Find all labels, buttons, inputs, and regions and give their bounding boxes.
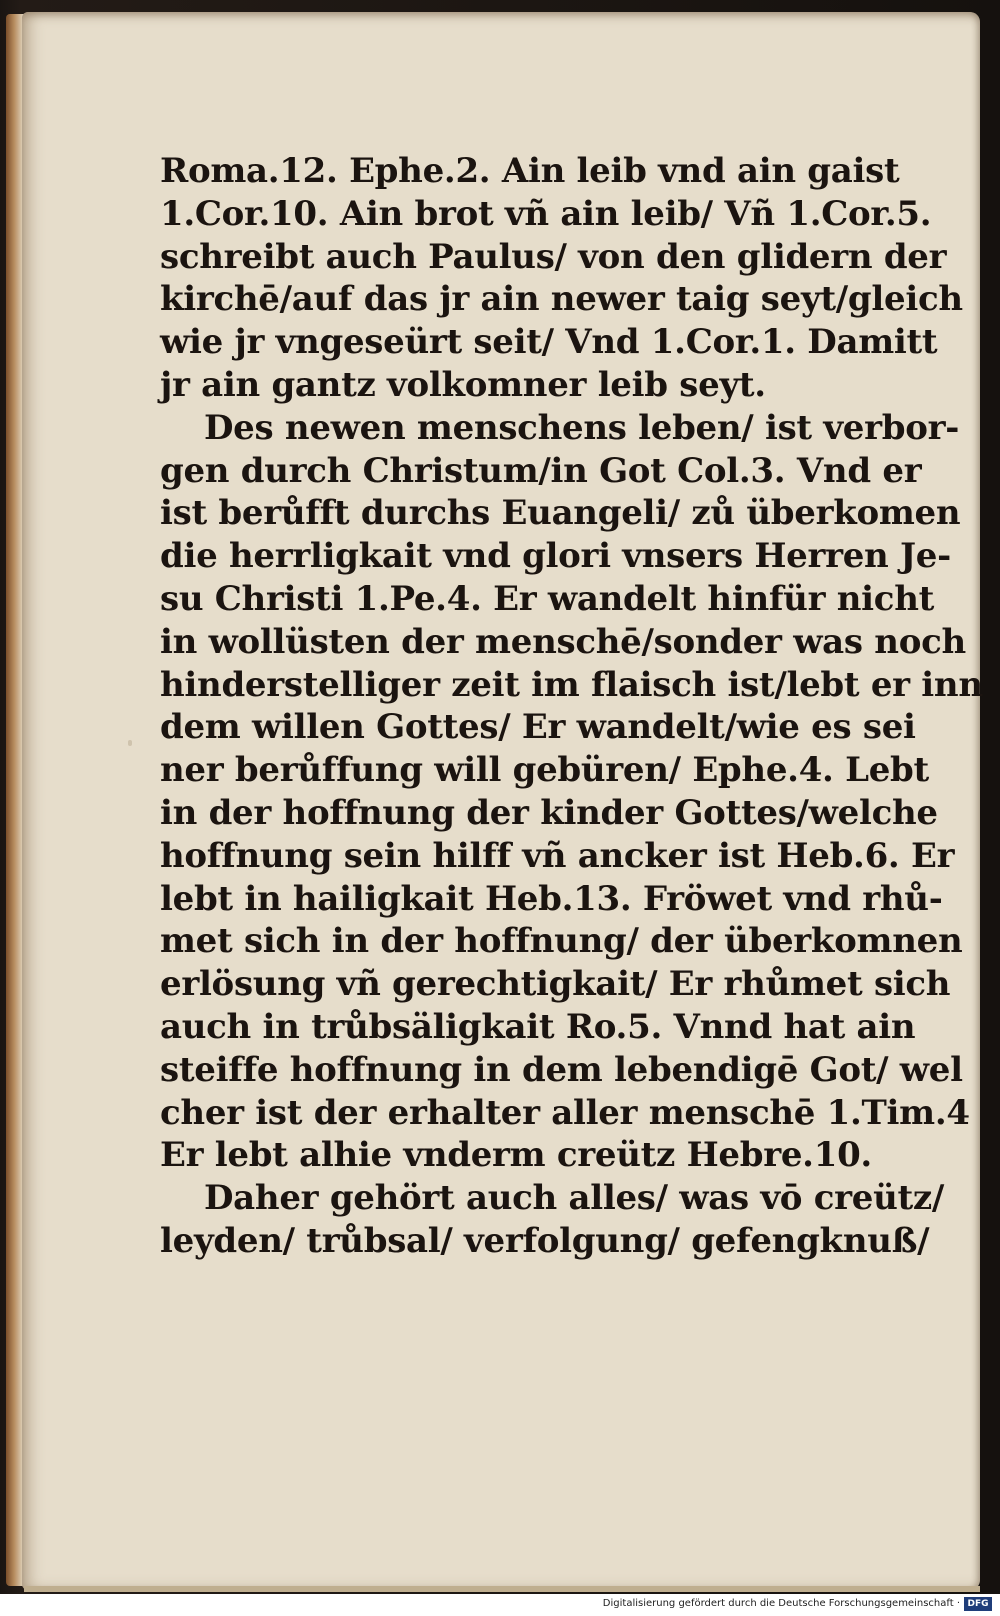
text-line: dem willen Gottes/ Er wandelt/wie es sei	[160, 707, 916, 748]
footer-credit: Digitalisierung gefördert durch die Deutsche Forschungsgemeinschaft ·	[602, 1598, 960, 1609]
text-line: leyden/ trůbsal/ verfolgung/ gefengknuß/	[160, 1220, 930, 1261]
text-line: erlösung vñ gerechtigkait/ Er rhůmet sich	[160, 964, 951, 1005]
text-line: in wollüsten der menschē/sonder was noch	[160, 621, 966, 662]
page-bottom-edge	[24, 1586, 980, 1592]
paragraph-start-line: Daher gehört auch alles/ was vō creütz/	[204, 1178, 945, 1219]
text-block	[160, 150, 983, 1263]
text-line: auch in trůbsäligkait Ro.5. Vnnd hat ain	[160, 1006, 916, 1047]
text-line: jr ain gantz volkomner leib seyt.	[160, 364, 766, 405]
text-line: ner berůffung will gebüren/ Ephe.4. Lebt	[160, 750, 929, 791]
paragraph-start-line: Des newen menschens leben/ ist verbor-	[204, 407, 960, 448]
text-line: steiffe hoffnung in dem lebendigē Got/ wel	[160, 1049, 963, 1090]
dfg-logo: DFG	[964, 1597, 992, 1611]
paper-blemish	[128, 740, 132, 746]
text-line: hoffnung sein hilff vñ ancker ist Heb.6. Er	[160, 835, 955, 876]
text-line: gen durch Christum/in Got Col.3. Vnd er	[160, 450, 922, 491]
text-line: lebt in hailigkait Heb.13. Fröwet vnd rhů-	[160, 878, 943, 919]
text-line: su Christi 1.Pe.4. Er wandelt hinfür nicht	[160, 578, 935, 619]
text-line: wie jr vngeseürt seit/ Vnd 1.Cor.1. Damitt	[160, 322, 938, 363]
text-line: hinderstelliger zeit im flaisch ist/lebt er inn	[160, 664, 983, 705]
text-line: Roma.12. Ephe.2. Ain leib vnd ain gaist	[160, 151, 900, 191]
text-line: kirchē/auf das jr ain newer taig seyt/gleich	[160, 279, 963, 320]
text-line: 1.Cor.10. Ain brot vñ ain leib/ Vñ 1.Cor.5.	[160, 193, 932, 234]
text-line: schreibt auch Paulus/ von den glidern der	[160, 236, 947, 277]
text-line: met sich in der hoffnung/ der überkomnen	[160, 921, 963, 962]
text-line: in der hoffnung der kinder Gottes/welche	[160, 792, 938, 833]
text-line: cher ist der erhalter aller menschē 1.Tim.4	[160, 1092, 970, 1133]
text-line: ist berůfft durchs Euangeli/ zů überkomen	[160, 493, 961, 534]
text-line: die herrligkait vnd glori vnsers Herren Je-	[160, 536, 951, 577]
text-line: Er lebt alhie vnderm creütz Hebre.10.	[160, 1135, 872, 1176]
footer-bar	[0, 1594, 1000, 1616]
